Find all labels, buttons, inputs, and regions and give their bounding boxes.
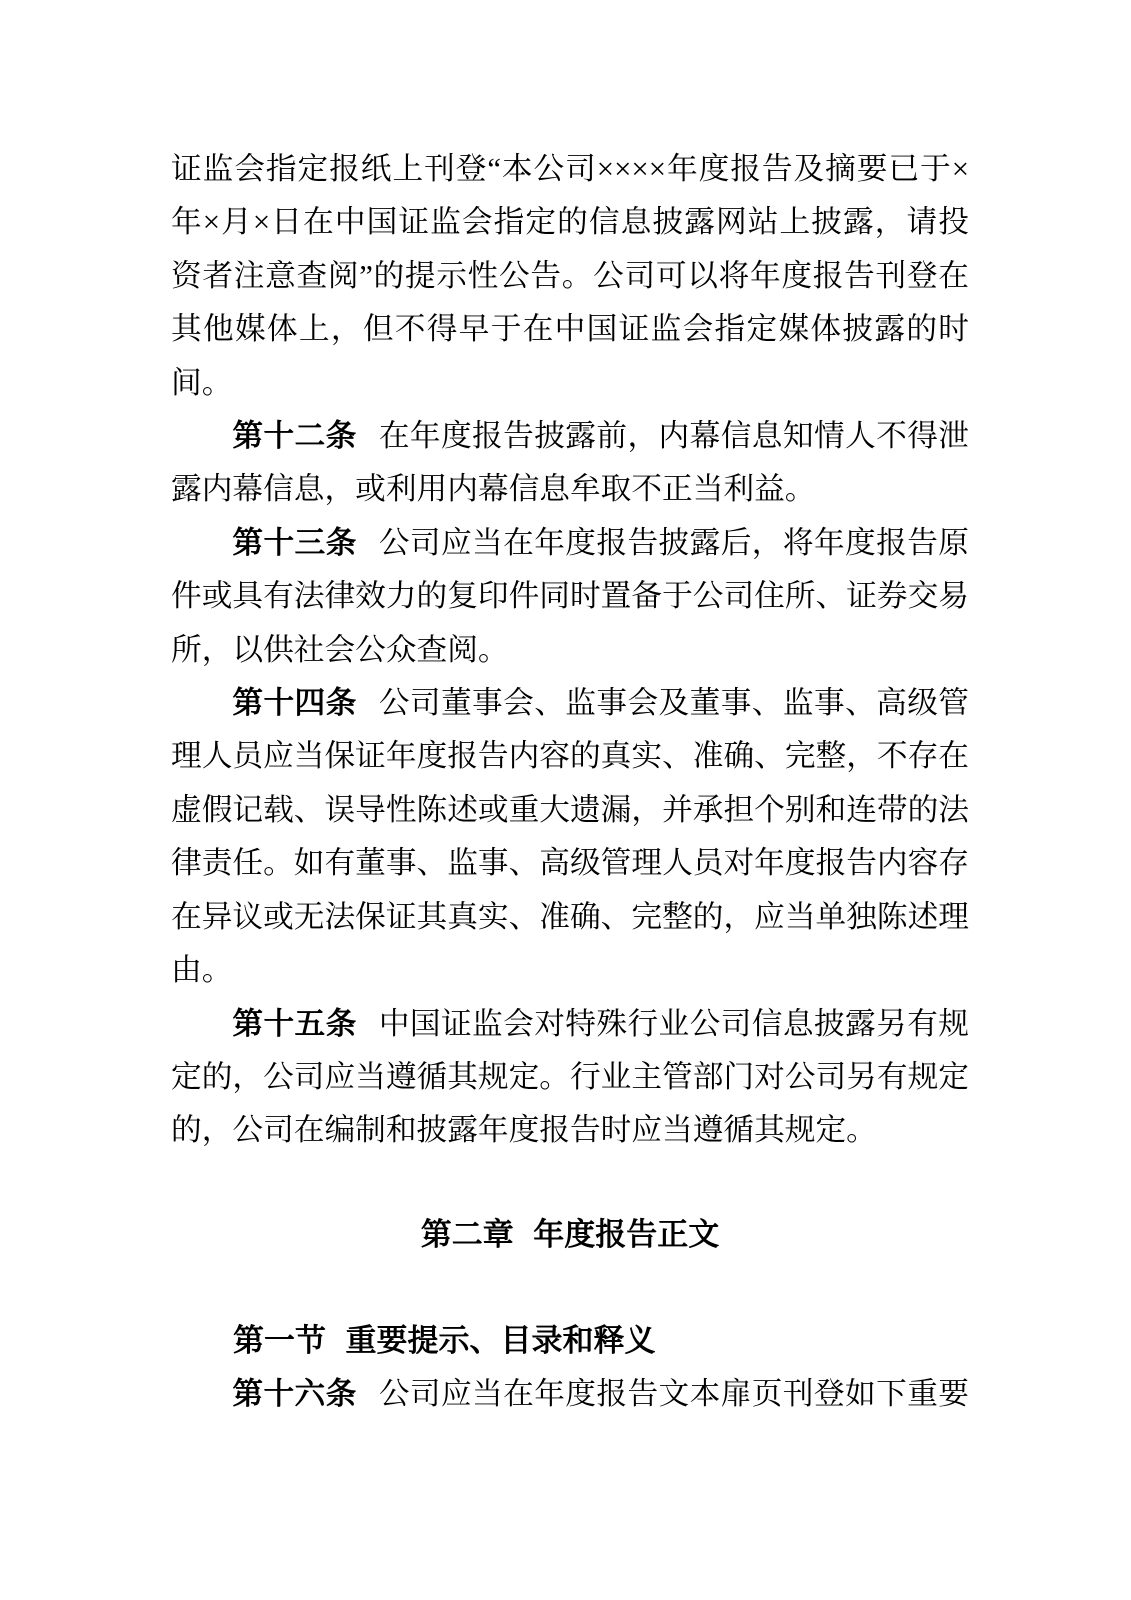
article-15-paragraph: [171, 998, 969, 1158]
article-16-text: 公司应当在年度报告文本扉页刊登如下重要: [378, 1376, 969, 1411]
page-content: [171, 143, 969, 1421]
article-13-paragraph: [171, 517, 969, 677]
article-12-text: 在年度报告披露前，内幕信息知情人不得泄露内幕信息，或利用内幕信息牟取不正当利益。: [171, 419, 969, 507]
article-12-number: 第十二条: [232, 419, 357, 454]
article-14-number: 第十四条: [232, 686, 357, 721]
article-16-number: 第十六条: [232, 1376, 357, 1411]
article-13-text: 公司应当在年度报告披露后，将年度报告原件或具有法律效力的复印件同时置备于公司住所、证券交易所，以供社会公众查阅。: [171, 525, 969, 667]
article-16-paragraph: [171, 1368, 969, 1421]
article-13-number: 第十三条: [232, 525, 357, 560]
article-14-paragraph: [171, 677, 969, 997]
article-12-paragraph: [171, 410, 969, 517]
article-14-text: 公司董事会、监事会及董事、监事、高级管理人员应当保证年度报告内容的真实、准确、完整，不存在虚假记载、误导性陈述或重大遗漏，并承担个别和连带的法律责任。如有董事、监事、高级管理人员对年度报告内容存在异议或无法保证其真实、准确、完整的，应当单独陈述理由。: [171, 686, 969, 988]
article-15-text: 中国证监会对特殊行业公司信息披露另有规定的，公司应当遵循其规定。行业主管部门对公司另有规定的，公司在编制和披露年度报告时应当遵循其规定。: [171, 1006, 969, 1148]
section-1-heading: 第一节 重要提示、目录和释义: [233, 1323, 656, 1359]
article-15-number: 第十五条: [232, 1006, 357, 1041]
chapter-2-heading: 第二章 年度报告正文: [420, 1216, 720, 1252]
paragraph-continued-from-previous-page: 证监会指定报纸上刊登“本公司××××年度报告及摘要已于×年×月×日在中国证监会指定的信息披露网站上披露，请投资者注意查阅”的提示性公告。公司可以将年度报告刊登在其他媒体上，但不得早于在中国证监会指定媒体披露的时间。: [171, 152, 969, 400]
